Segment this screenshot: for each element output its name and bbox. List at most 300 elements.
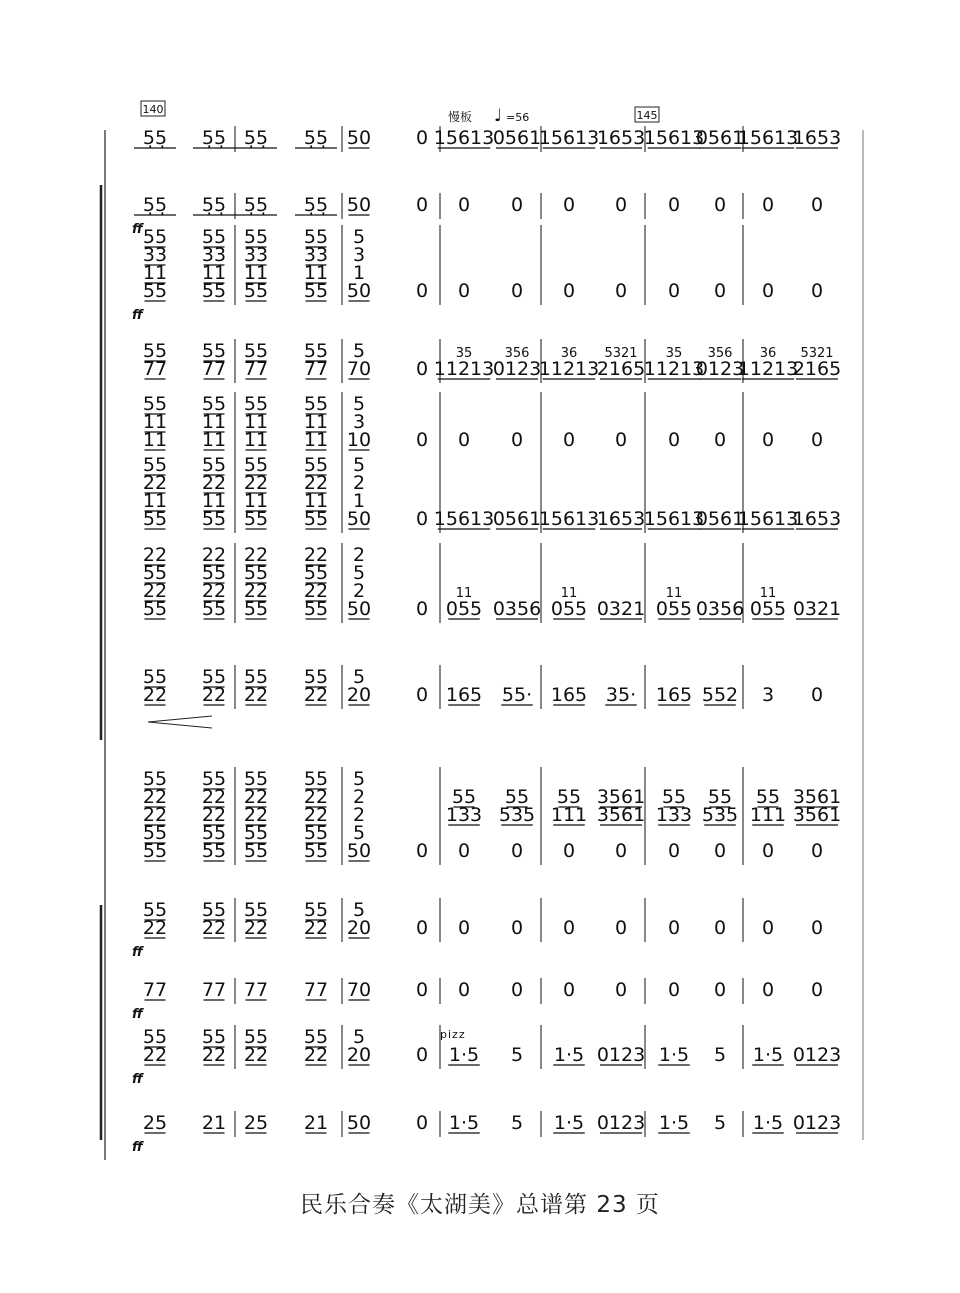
note-group: 0 — [713, 840, 727, 862]
note-group: 0 — [667, 979, 681, 1001]
note-group: 0123 — [596, 1044, 646, 1066]
note-group: 55 — [201, 899, 227, 921]
staff-row-8 — [143, 666, 823, 706]
note-group: 55 — [243, 393, 269, 415]
note-group: 0 — [457, 194, 471, 216]
staff-row-1 — [134, 127, 841, 149]
staff-row-6 — [143, 454, 841, 530]
note-group: 0321 — [792, 598, 842, 620]
note-group: 36 — [759, 346, 777, 361]
note-group: 22 — [142, 684, 168, 706]
note-group: 55 — [243, 768, 269, 790]
note-group: 33 — [243, 244, 269, 266]
note-group: 70 — [346, 358, 372, 380]
note-group: 55 — [142, 899, 168, 921]
note-group: 0 — [415, 684, 429, 706]
note-group: 0 — [761, 917, 775, 939]
note-group: 0321 — [596, 598, 646, 620]
note-group: 11 — [560, 586, 578, 601]
note-group: 5̣5̣ — [142, 194, 168, 216]
note-group: 22 — [303, 1044, 329, 1066]
note-group: 55 — [243, 598, 269, 620]
note-group: 20 — [346, 684, 372, 706]
note-group: 55 — [201, 768, 227, 790]
note-group: 55 — [201, 840, 227, 862]
note-group: 0 — [415, 358, 429, 380]
note-group: 15613 — [433, 127, 495, 149]
note-group: 77 — [243, 358, 269, 380]
note-group: 11 — [142, 411, 168, 433]
note-group: 11 — [201, 429, 227, 451]
note-group: 35· — [605, 684, 637, 706]
staff-row-7 — [143, 544, 841, 620]
note-group: 22 — [303, 804, 329, 826]
note-group: 22 — [243, 786, 269, 808]
note-group: 55 — [243, 1026, 269, 1048]
note-group: 0 — [457, 979, 471, 1001]
note-group: 11 — [201, 262, 227, 284]
note-group: 5̣5̣ — [201, 127, 227, 149]
note-group: 0 — [415, 598, 429, 620]
note-group: 2 — [352, 544, 366, 566]
tempo-word: 慢板 — [448, 110, 473, 124]
note-group: 55 — [142, 822, 168, 844]
note-group: 55 — [504, 786, 530, 808]
note-group: 15613 — [538, 508, 600, 530]
note-group: 0 — [562, 840, 576, 862]
note-group: 0 — [415, 840, 429, 862]
note-group: 22 — [243, 544, 269, 566]
note-group: 133 — [445, 804, 483, 826]
note-group: 55 — [201, 598, 227, 620]
note-group: 2165 — [792, 358, 842, 380]
note-group: 55 — [201, 562, 227, 584]
note-group: 55 — [201, 340, 227, 362]
note-group: 11 — [243, 490, 269, 512]
note-group: 0 — [761, 280, 775, 302]
dynamic-marking: ff — [132, 222, 143, 237]
note-group: 0 — [761, 194, 775, 216]
note-group: 55 — [303, 393, 329, 415]
staff-row-5 — [143, 393, 823, 451]
staff-row-10 — [143, 899, 823, 939]
note-group: 0 — [415, 979, 429, 1001]
note-group: 0 — [510, 979, 524, 1001]
note-group: 0 — [510, 917, 524, 939]
note-group: 5 — [713, 1044, 727, 1066]
note-group: 0561 — [695, 508, 745, 530]
note-group: 50 — [346, 840, 372, 862]
note-group: 0 — [562, 194, 576, 216]
note-group: 0356 — [695, 598, 745, 620]
note-group: 0 — [510, 194, 524, 216]
note-group: 1·5 — [553, 1112, 585, 1134]
note-group: 3561 — [596, 786, 646, 808]
note-group: 77 — [303, 358, 329, 380]
note-group: 22 — [142, 544, 168, 566]
note-group: 0 — [562, 979, 576, 1001]
note-group: 356 — [504, 346, 530, 361]
note-group: 055 — [655, 598, 693, 620]
note-group: 1·5 — [553, 1044, 585, 1066]
note-group: 2 — [352, 580, 366, 602]
note-group: 5̣5̣ — [243, 194, 269, 216]
dynamic-marking: ff — [132, 308, 143, 323]
note-group: 5 — [352, 562, 366, 584]
note-group: 22 — [243, 1044, 269, 1066]
note-group: 22 — [201, 1044, 227, 1066]
note-group: 70 — [346, 979, 372, 1001]
note-group: 0 — [713, 429, 727, 451]
note-group: 55 — [201, 508, 227, 530]
note-group: 0 — [810, 979, 824, 1001]
staff-row-9 — [143, 768, 841, 862]
note-group: 55 — [201, 666, 227, 688]
note-group: 1653 — [792, 508, 842, 530]
note-group: 5 — [510, 1044, 524, 1066]
note-group: 22 — [142, 472, 168, 494]
note-group: 55 — [243, 562, 269, 584]
note-group: 0 — [614, 194, 628, 216]
note-group: 0 — [713, 280, 727, 302]
note-group: 11 — [142, 262, 168, 284]
note-group: 0 — [761, 840, 775, 862]
note-group: 25 — [243, 1112, 269, 1134]
note-group: 22 — [201, 580, 227, 602]
note-group: 1653 — [596, 127, 646, 149]
note-group: 15613 — [643, 127, 705, 149]
note-group: 22 — [303, 544, 329, 566]
note-group: 11 — [303, 429, 329, 451]
note-group: 0 — [457, 429, 471, 451]
measure-number-b: 145 — [636, 109, 658, 122]
note-group: 055 — [550, 598, 588, 620]
note-group: 10 — [346, 429, 372, 451]
staff-row-13 — [143, 1112, 841, 1134]
note-group: 0561 — [492, 508, 542, 530]
note-group: 133 — [655, 804, 693, 826]
note-group: 111 — [550, 804, 588, 826]
note-group: 55 — [303, 454, 329, 476]
note-group: 0123 — [695, 358, 745, 380]
note-group: 5 — [713, 1112, 727, 1134]
note-group: 55 — [142, 393, 168, 415]
note-group: 5 — [352, 822, 366, 844]
note-group: 55 — [303, 822, 329, 844]
note-group: 11 — [142, 429, 168, 451]
staff-row-3 — [143, 226, 823, 302]
note-group: 0 — [457, 917, 471, 939]
note-group: 50 — [346, 280, 372, 302]
note-group: 55 — [661, 786, 687, 808]
note-group: 0 — [713, 979, 727, 1001]
note-group: 11213 — [538, 358, 600, 380]
note-group: 55· — [501, 684, 533, 706]
note-group: 11 — [303, 411, 329, 433]
note-group: 22 — [303, 684, 329, 706]
note-group: 0 — [510, 840, 524, 862]
note-group: 1·5 — [658, 1112, 690, 1134]
note-group: 535 — [498, 804, 536, 826]
note-group: 55 — [142, 840, 168, 862]
note-group: 21 — [303, 1112, 329, 1134]
note-group: 5321 — [604, 346, 638, 361]
note-group: 0 — [810, 684, 824, 706]
note-group: 55 — [303, 340, 329, 362]
measure-number-a: 140 — [142, 103, 164, 116]
note-group: 5 — [352, 899, 366, 921]
note-group: 50 — [346, 1112, 372, 1134]
note-group: 55 — [303, 666, 329, 688]
note-group: 35 — [455, 346, 473, 361]
note-group: 165 — [655, 684, 693, 706]
note-group: 55 — [243, 666, 269, 688]
note-group: 1653 — [792, 127, 842, 149]
dynamic-marking: ff — [132, 945, 143, 960]
note-group: 55 — [142, 280, 168, 302]
note-group: 0 — [457, 280, 471, 302]
note-group: 77 — [142, 358, 168, 380]
note-group: 55 — [201, 280, 227, 302]
note-group: 0 — [614, 280, 628, 302]
note-group: 11 — [455, 586, 473, 601]
note-group: 11 — [303, 262, 329, 284]
note-group: 22 — [201, 917, 227, 939]
note-group: 5̣5̣ — [243, 127, 269, 149]
tempo-value: =56 — [506, 111, 530, 124]
note-group: 55 — [303, 280, 329, 302]
note-group: 0 — [761, 429, 775, 451]
note-group: 22 — [303, 917, 329, 939]
note-group: 55 — [243, 822, 269, 844]
note-group: 15613 — [433, 508, 495, 530]
note-group: 22 — [243, 917, 269, 939]
note-group: 55 — [201, 226, 227, 248]
note-group: 3 — [352, 411, 366, 433]
note-group: 22 — [201, 804, 227, 826]
note-group: 55 — [142, 562, 168, 584]
note-group: 1·5 — [448, 1112, 480, 1134]
note-group: 0 — [415, 917, 429, 939]
note-group: 55 — [243, 508, 269, 530]
note-group: 22 — [303, 786, 329, 808]
note-group: 0561 — [492, 127, 542, 149]
note-group: 55 — [451, 786, 477, 808]
note-group: 22 — [142, 804, 168, 826]
note-group: 55 — [142, 340, 168, 362]
note-group: 55 — [243, 899, 269, 921]
note-group: 055 — [445, 598, 483, 620]
note-group: 0 — [415, 127, 429, 149]
note-group: 21 — [201, 1112, 227, 1134]
note-group: 0 — [457, 840, 471, 862]
note-group: 0 — [614, 979, 628, 1001]
note-group: 055 — [749, 598, 787, 620]
note-group: 22 — [303, 580, 329, 602]
note-group: 15613 — [643, 508, 705, 530]
note-group: 55 — [755, 786, 781, 808]
note-group: 0 — [667, 429, 681, 451]
note-group: 20 — [346, 1044, 372, 1066]
note-group: 5 — [510, 1112, 524, 1134]
page-footer: 民乐合奏《太湖美》总谱第 23 页 — [300, 1192, 660, 1218]
note-group: 11 — [142, 490, 168, 512]
note-group: 55 — [243, 226, 269, 248]
note-group: 77 — [303, 979, 329, 1001]
note-group: 55 — [243, 454, 269, 476]
note-group: 0123 — [596, 1112, 646, 1134]
note-group: 0 — [810, 429, 824, 451]
note-group: 35 — [665, 346, 683, 361]
note-group: 55 — [303, 562, 329, 584]
note-group: 55 — [142, 768, 168, 790]
note-group: 55 — [303, 840, 329, 862]
note-group: 0 — [667, 194, 681, 216]
note-group: 55 — [243, 340, 269, 362]
note-group: 0123 — [792, 1044, 842, 1066]
staff-row-12 — [143, 1026, 841, 1066]
note-group: 55 — [303, 899, 329, 921]
note-group: 55 — [303, 226, 329, 248]
note-group: 25 — [142, 1112, 168, 1134]
note-group: 2 — [352, 472, 366, 494]
note-group: 50 — [346, 598, 372, 620]
note-group: 0 — [614, 917, 628, 939]
note-group: 11213 — [643, 358, 705, 380]
note-group: 55 — [303, 598, 329, 620]
note-group: 77 — [142, 979, 168, 1001]
note-group: 0 — [415, 508, 429, 530]
note-group: 55 — [303, 1026, 329, 1048]
note-group: 3 — [761, 684, 775, 706]
staff-row-2 — [134, 194, 823, 216]
note-group: 22 — [142, 1044, 168, 1066]
note-group: 11 — [303, 490, 329, 512]
note-group: 22 — [142, 580, 168, 602]
note-group: 5321 — [800, 346, 834, 361]
note-group: 0 — [810, 917, 824, 939]
note-group: 22 — [243, 472, 269, 494]
note-group: 77 — [201, 358, 227, 380]
note-group: 1·5 — [448, 1044, 480, 1066]
note-group: 165 — [550, 684, 588, 706]
note-group: 55 — [303, 768, 329, 790]
note-group: 55 — [142, 454, 168, 476]
note-group: 0 — [562, 917, 576, 939]
note-group: 2165 — [596, 358, 646, 380]
note-group: 0 — [614, 840, 628, 862]
note-group: 55 — [142, 1026, 168, 1048]
note-group: 20 — [346, 917, 372, 939]
note-group: 50 — [346, 127, 372, 149]
note-group: 50 — [346, 508, 372, 530]
note-group: 1·5 — [752, 1044, 784, 1066]
note-group: 0 — [415, 280, 429, 302]
note-group: 0 — [810, 280, 824, 302]
note-group: 55 — [243, 280, 269, 302]
staff-row-4 — [143, 340, 841, 380]
note-group: 55 — [707, 786, 733, 808]
note-group: 5 — [352, 393, 366, 415]
note-group: 0 — [510, 429, 524, 451]
note-group: 11 — [243, 411, 269, 433]
note-group: 11 — [201, 411, 227, 433]
note-group: 77 — [201, 979, 227, 1001]
note-group: 55 — [142, 666, 168, 688]
note-group: 1 — [352, 490, 366, 512]
note-group: 22 — [201, 684, 227, 706]
note-group: 55 — [142, 598, 168, 620]
note-group: 5 — [352, 768, 366, 790]
note-group: 0 — [415, 429, 429, 451]
note-group: 33 — [142, 244, 168, 266]
note-group: 0 — [415, 1112, 429, 1134]
note-group: 11 — [665, 586, 683, 601]
note-group: 11 — [759, 586, 777, 601]
quarter-note-icon: ♩ — [494, 106, 503, 126]
dynamic-marking: ff — [132, 1140, 143, 1155]
note-group: 55 — [142, 508, 168, 530]
note-group: 1·5 — [752, 1112, 784, 1134]
note-group: 2 — [352, 804, 366, 826]
note-group: 356 — [707, 346, 733, 361]
note-group: 0 — [810, 194, 824, 216]
note-group: 0561 — [695, 127, 745, 149]
note-group: 22 — [243, 684, 269, 706]
note-group: 5̣5̣ — [201, 194, 227, 216]
note-group: 0 — [667, 840, 681, 862]
note-group: 0 — [415, 1044, 429, 1066]
note-group: 22 — [142, 917, 168, 939]
note-group: 11 — [201, 490, 227, 512]
note-group: 535 — [701, 804, 739, 826]
note-group: 0123 — [792, 1112, 842, 1134]
note-group: 50 — [346, 194, 372, 216]
note-group: 55 — [201, 1026, 227, 1048]
note-group: 0 — [810, 840, 824, 862]
note-group: 5 — [352, 454, 366, 476]
note-group: 1·5 — [658, 1044, 690, 1066]
note-group: 22 — [243, 804, 269, 826]
note-group: 3561 — [792, 804, 842, 826]
note-group: 0 — [667, 280, 681, 302]
note-group: 36 — [560, 346, 578, 361]
note-group: 2 — [352, 786, 366, 808]
note-group: 55 — [303, 508, 329, 530]
note-group: 0123 — [492, 358, 542, 380]
note-group: 0 — [614, 429, 628, 451]
note-group: 552 — [701, 684, 739, 706]
note-group: 111 — [749, 804, 787, 826]
note-group: 5̣5̣ — [303, 194, 329, 216]
note-group: 3 — [352, 244, 366, 266]
note-group: 15613 — [737, 508, 799, 530]
note-group: 5 — [352, 666, 366, 688]
note-group: 55 — [243, 840, 269, 862]
note-group: 22 — [303, 472, 329, 494]
note-group: 3561 — [596, 804, 646, 826]
crescendo-hairpin-icon — [148, 716, 212, 728]
note-group: 55 — [556, 786, 582, 808]
note-group: 5̣5̣ — [303, 127, 329, 149]
note-group: 11 — [243, 429, 269, 451]
note-group: 5̣5̣ — [142, 127, 168, 149]
note-group: 0356 — [492, 598, 542, 620]
dynamic-marking: ff — [132, 1072, 143, 1087]
note-group: 55 — [201, 822, 227, 844]
note-group: 5 — [352, 226, 366, 248]
note-group: 22 — [201, 544, 227, 566]
